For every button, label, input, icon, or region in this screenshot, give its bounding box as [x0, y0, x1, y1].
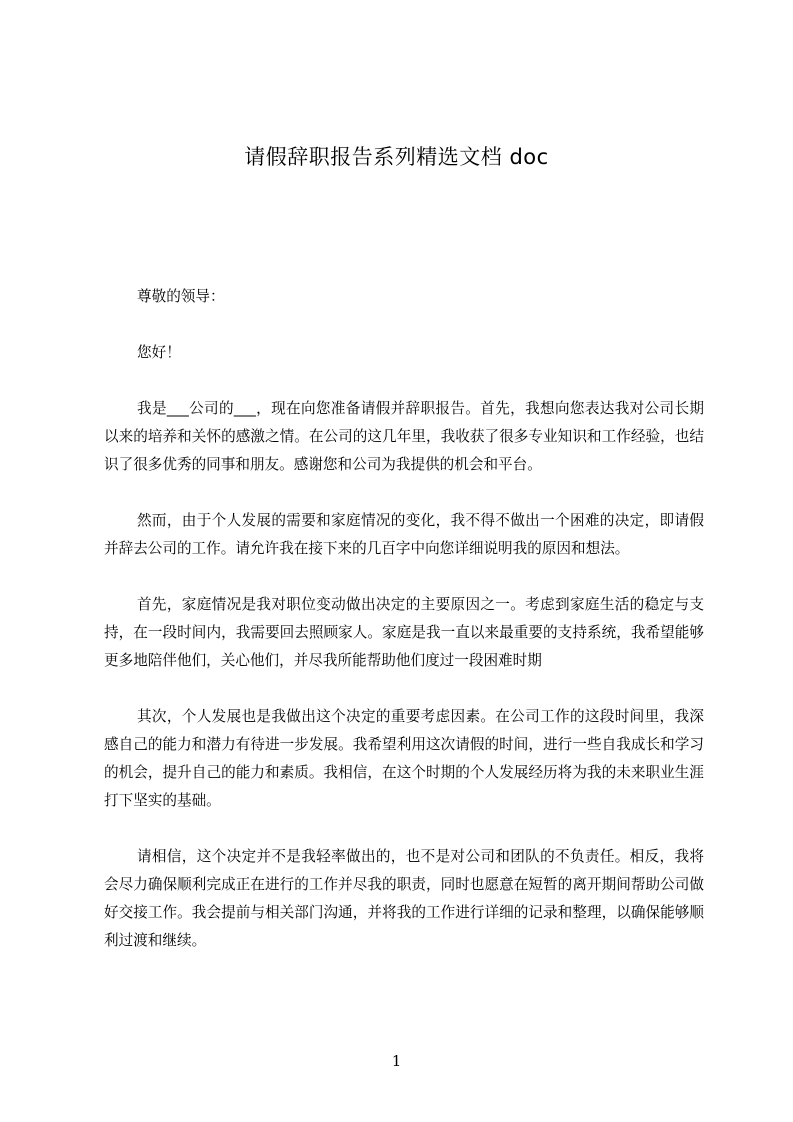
salutation: 尊敬的领导： [137, 288, 225, 305]
document-body [104, 283, 704, 983]
paragraph-4: 其次，个人发展也是我做出这个决定的重要考虑因素。在公司工作的这段时间里，我深感自己的能力和潜力有待进一步发展。我希望利用这次请假的时间，进行一些自我成长和学习的机会，提升自己的能力和素质。我相信，在这个时期的个人发展经历将为我的未来职业生涯打下坚实的基础。 [104, 708, 704, 809]
page-number: 1 [391, 1052, 402, 1070]
paragraph-5: 请相信，这个决定并不是我轻率做出的，也不是对公司和团队的不负责任。相反，我将会尽力确保顺利完成正在进行的工作并尽我的职责，同时也愿意在短暂的离开期间帮助公司做好交接工作。我会提前与相关部门沟通，并将我的工作进行详细的记录和整理，以确保能够顺利过渡和继续。 [104, 848, 704, 949]
paragraph-1: 我是___公司的___，现在向您准备请假并辞职报告。首先，我想向您表达我对公司长期以来的培养和关怀的感激之情。在公司的这几年里，我收获了很多专业知识和工作经验，也结识了很多优秀的同事和朋友。感谢您和公司为我提供的机会和平台。 [104, 400, 704, 473]
paragraph-2: 然而，由于个人发展的需要和家庭情况的变化，我不得不做出一个困难的决定，即请假并辞去公司的工作。请允许我在接下来的几百字中向您详细说明我的原因和想法。 [104, 512, 704, 557]
document-title: 请假辞职报告系列精选文档 doc [244, 145, 549, 169]
paragraph-3: 首先，家庭情况是我对职位变动做出决定的主要原因之一。考虑到家庭生活的稳定与支持，在一段时间内，我需要回去照顾家人。家庭是我一直以来最重要的支持系统，我希望能够更多地陪伴他们，关心他们，并尽我所能帮助他们度过一段困难时期 [104, 596, 704, 669]
greeting: 您好！ [137, 344, 181, 361]
